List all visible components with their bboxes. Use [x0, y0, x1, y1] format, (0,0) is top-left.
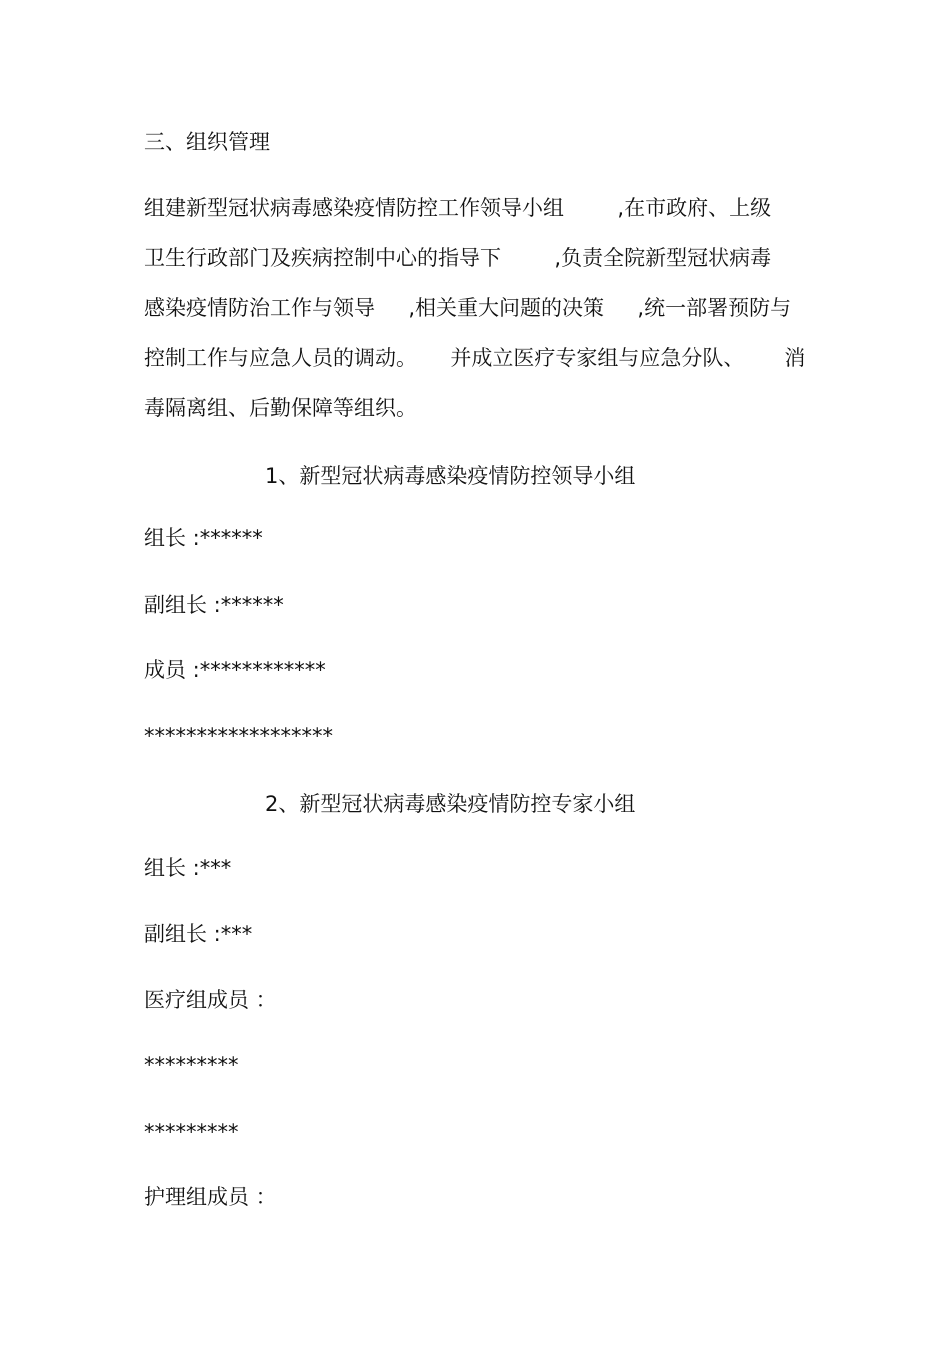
- group2-deputy: 副组长 :***: [144, 922, 253, 946]
- intro-line: 组建新型冠状病毒感染疫情防控工作领导小组 ,在市政府、上级: [144, 196, 772, 220]
- group2-heading: 2、新型冠状病毒感染疫情防控专家小组: [265, 792, 636, 816]
- group2-leader: 组长 :***: [144, 856, 232, 880]
- intro-line: 感染疫情防治工作与领导 ,相关重大问题的决策 ,统一部署预防与: [144, 296, 792, 320]
- medical-member: *********: [144, 1053, 239, 1077]
- group1-members-label: 成员 :************: [144, 658, 326, 682]
- medical-member: *********: [144, 1120, 239, 1144]
- intro-line: 控制工作与应急人员的调动。 并成立医疗专家组与应急分队、 消: [144, 346, 806, 370]
- group1-deputy: 副组长 :******: [144, 593, 284, 617]
- group1-leader: 组长 :******: [144, 526, 263, 550]
- group1-heading: 1、新型冠状病毒感染疫情防控领导小组: [265, 464, 636, 488]
- nursing-members-label: 护理组成员 ：: [144, 1185, 277, 1209]
- intro-line: 毒隔离组、后勤保障等组织。: [144, 396, 417, 420]
- intro-line: 卫生行政部门及疾病控制中心的指导下 ,负责全院新型冠状病毒: [144, 246, 772, 270]
- group1-members-continued: ******************: [144, 724, 333, 748]
- medical-members-label: 医疗组成员 ：: [144, 988, 277, 1012]
- section-title: 三、组织管理: [144, 130, 270, 154]
